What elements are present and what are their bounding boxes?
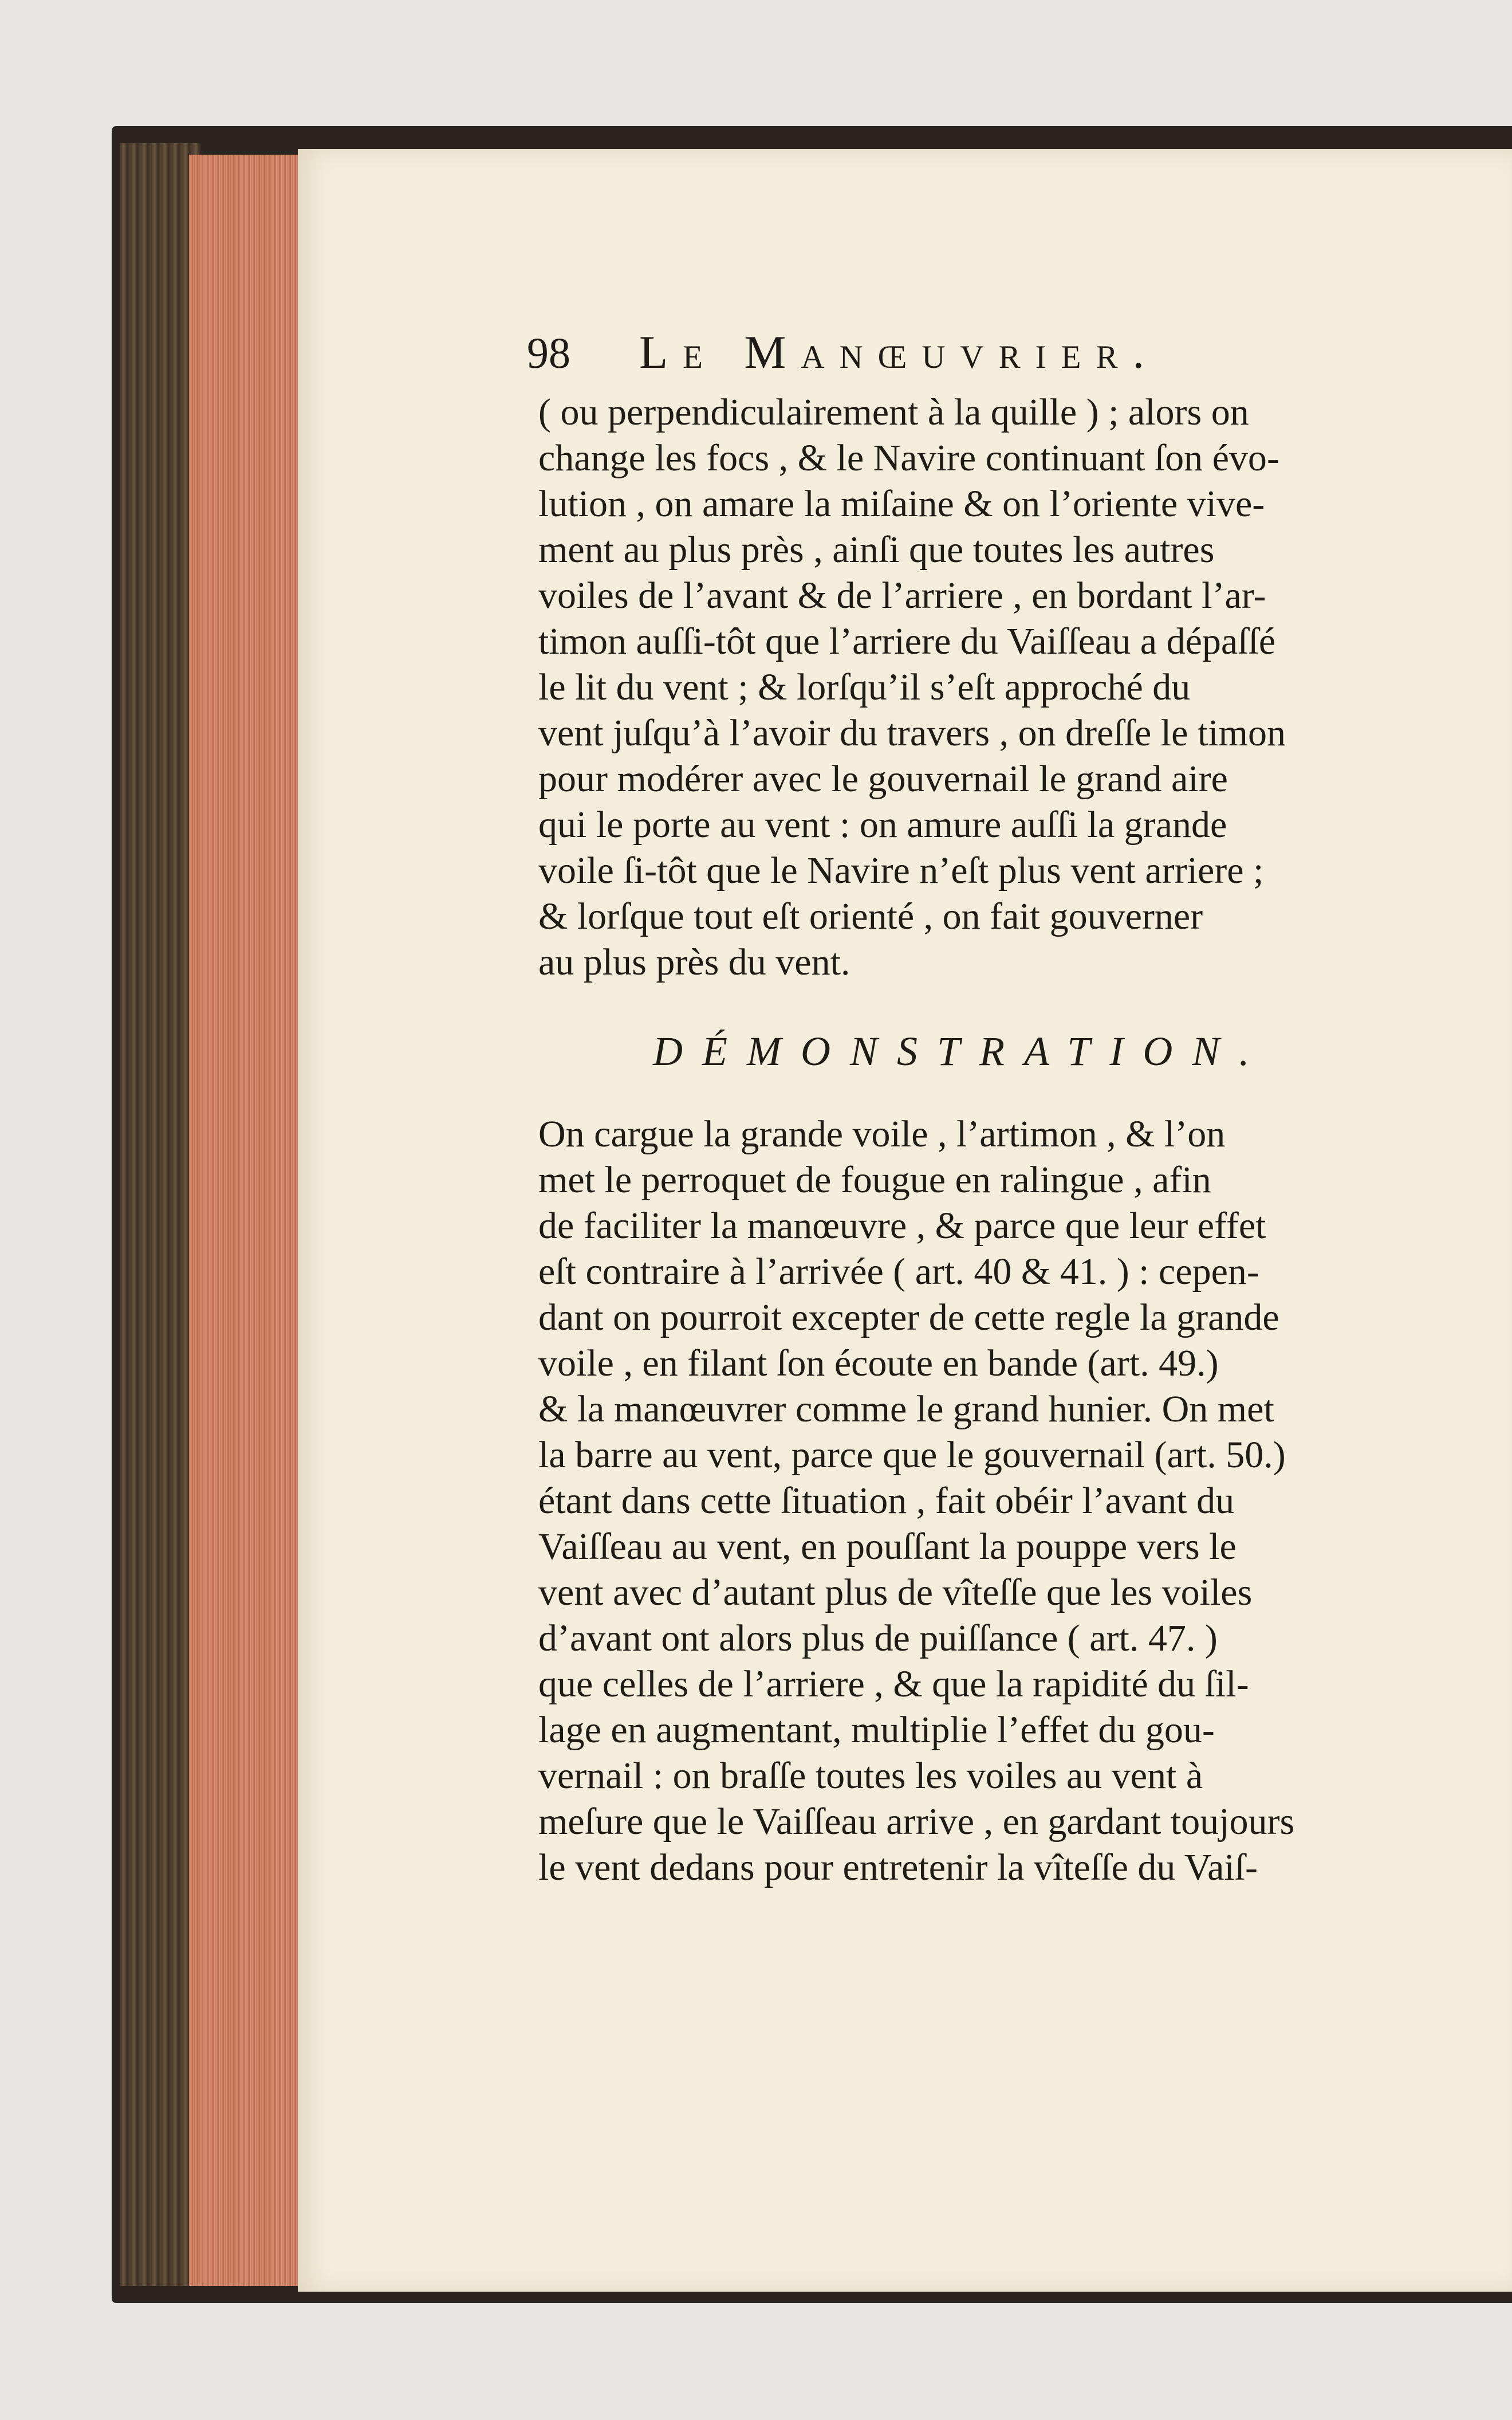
- section-heading: DÉMONSTRATION.: [653, 1028, 1269, 1074]
- text-line: dant on pourroit excepter de cette regle la grande: [538, 1297, 1279, 1338]
- text-line: le vent dedans pour entretenir la vîteſſe du Vaiſ-: [538, 1847, 1258, 1888]
- text-line: vent juſqu’à l’avoir du travers , on dreſſe le timon: [538, 712, 1286, 754]
- page-edges: [189, 155, 304, 2286]
- text-line: ment au plus près , ainſi que toutes les autres: [538, 529, 1215, 571]
- text-line: qui le porte au vent : on amure auſſi la grande: [538, 804, 1227, 846]
- text-line: eſt contraire à l’arrivée ( art. 40 & 41. ) : cepen-: [538, 1251, 1259, 1292]
- text-line: Vaiſſeau au vent, en pouſſant la pouppe vers le: [538, 1526, 1237, 1568]
- paragraph-2: [538, 1111, 1432, 1891]
- text-line: ( ou perpendiculairement à la quille ) ; alors on: [538, 391, 1249, 433]
- paragraph-1: [538, 390, 1432, 985]
- text-line: voile , en filant ſon écoute en bande (art. 49.): [538, 1342, 1219, 1384]
- text-line: lage en augmentant, multiplie l’effet du gou-: [538, 1709, 1215, 1751]
- page-number: 98: [527, 329, 570, 378]
- text-line: change les focs , & le Navire continuant ſon évo-: [538, 437, 1279, 479]
- text-line: étant dans cette ſituation , fait obéir l’avant du: [538, 1480, 1235, 1522]
- text-line: & lorſque tout eſt orienté , on fait gouverner: [538, 895, 1203, 937]
- text-line: timon auſſi-tôt que l’arriere du Vaiſſeau a dépaſſé: [538, 620, 1276, 662]
- text-line: voiles de l’avant & de l’arriere , en bordant l’ar-: [538, 575, 1266, 616]
- text-line: On cargue la grande voile , l’artimon , & l’on: [538, 1113, 1226, 1155]
- text-line: la barre au vent, parce que le gouvernail (art. 50.): [538, 1434, 1286, 1476]
- text-line: voile ſi-tôt que le Navire n’eſt plus vent arriere ;: [538, 850, 1264, 891]
- book-spine: [120, 143, 200, 2286]
- text-line: lution , on amare la miſaine & on l’oriente vive-: [538, 483, 1265, 525]
- text-line: met le perroquet de fougue en ralingue , afin: [538, 1159, 1211, 1201]
- text-line: vernail : on braſſe toutes les voiles au vent à: [538, 1755, 1203, 1797]
- text-line: de faciliter la manœuvre , & parce que leur effet: [538, 1205, 1266, 1247]
- text-line: d’avant ont alors plus de puiſſance ( art. 47. ): [538, 1617, 1218, 1659]
- page-header: [527, 325, 1329, 394]
- text-line: & la manœuvrer comme le grand hunier. On met: [538, 1388, 1274, 1430]
- text-line: meſure que le Vaiſſeau arrive , en gardant toujours: [538, 1801, 1295, 1842]
- text-line: pour modérer avec le gouvernail le grand aire: [538, 758, 1228, 800]
- running-title: Le Manœuvrier.: [639, 326, 1159, 378]
- text-line: que celles de l’arriere , & que la rapidité du ſil-: [538, 1663, 1249, 1705]
- text-line: vent avec d’autant plus de vîteſſe que les voiles: [538, 1572, 1253, 1613]
- text-line: au plus près du vent.: [538, 941, 850, 983]
- text-line: le lit du vent ; & lorſqu’il s’eſt approché du: [538, 666, 1191, 708]
